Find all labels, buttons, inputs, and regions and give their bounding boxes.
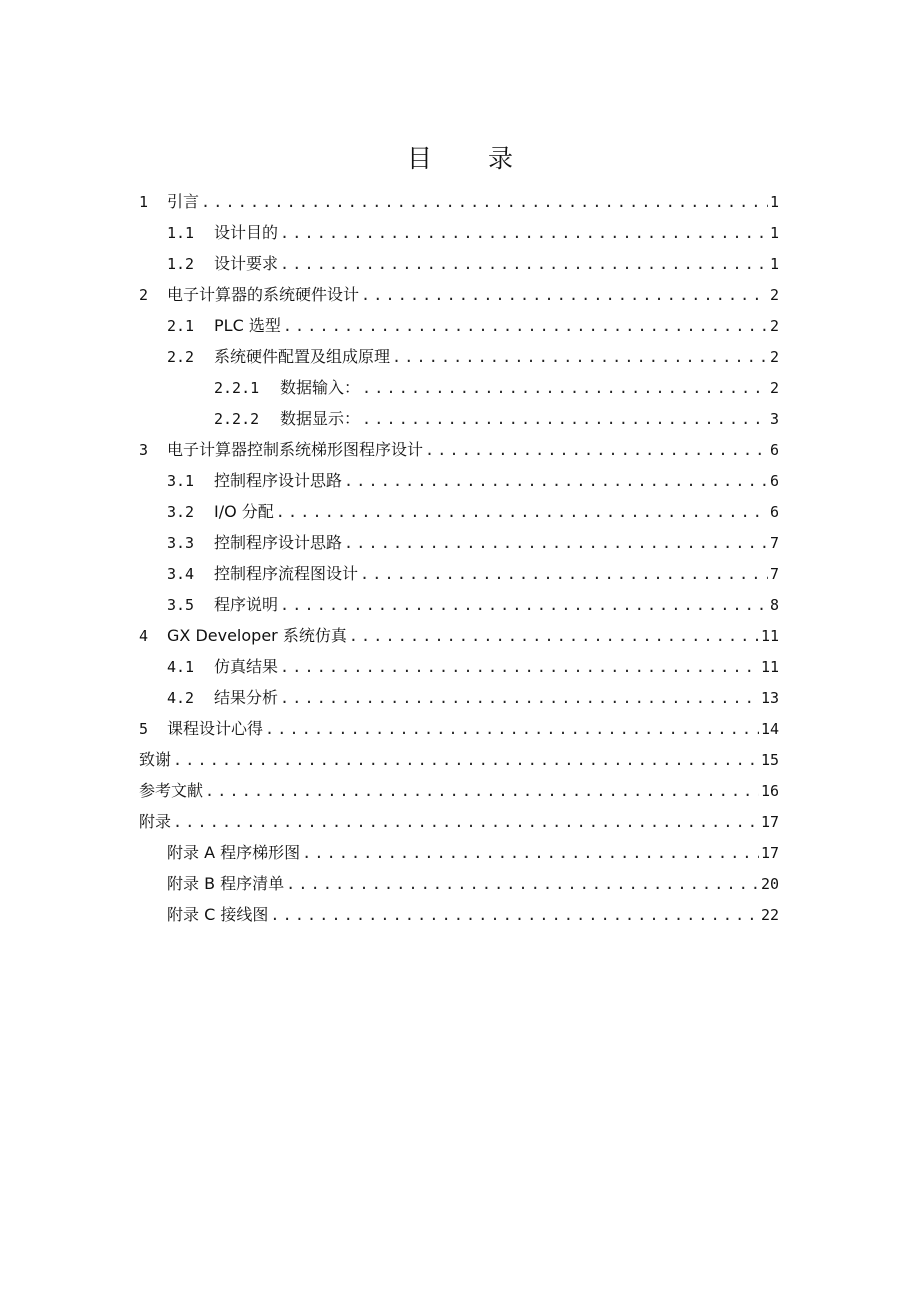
toc-entry[interactable] — [0, 713, 920, 744]
toc-dot-leader — [280, 249, 768, 280]
toc-dot-leader — [362, 373, 768, 404]
toc-entry[interactable] — [0, 651, 920, 682]
toc-entry[interactable] — [0, 868, 920, 899]
toc-entry-label: 附录 A 程序梯形图 — [167, 843, 301, 862]
toc-page-number: 2 — [769, 286, 779, 304]
toc-entry-number: 3 — [139, 441, 149, 459]
toc-entry[interactable] — [0, 434, 920, 465]
toc-page-number: 2 — [769, 317, 779, 335]
toc-entry-number: 1.2 — [167, 255, 195, 273]
toc-entry-label: 程序说明 — [214, 595, 279, 614]
toc-dot-leader — [270, 900, 759, 931]
toc-entry-label: 附录 — [139, 812, 172, 831]
toc-entry-label: PLC 选型 — [214, 316, 281, 335]
toc-entry-label: 电子计算器控制系统梯形图程序设计 — [167, 440, 424, 459]
toc-entry[interactable] — [0, 465, 920, 496]
toc-entry[interactable] — [0, 744, 920, 775]
toc-entry-label: 数据显示： — [280, 409, 361, 428]
toc-page-number: 6 — [769, 472, 779, 490]
toc-dot-leader — [283, 311, 768, 342]
toc-entry[interactable] — [0, 558, 920, 589]
toc-page-number: 20 — [760, 875, 779, 893]
toc-page-number: 16 — [760, 782, 779, 800]
toc-dot-leader — [276, 497, 768, 528]
toc-entry-number: 1 — [139, 193, 149, 211]
toc-page-number: 6 — [769, 503, 779, 521]
toc-dot-leader — [173, 807, 759, 838]
toc-dot-leader — [286, 869, 759, 900]
toc-entry-label: I/O 分配 — [214, 502, 274, 521]
toc-entry[interactable] — [0, 899, 920, 930]
toc-entry[interactable] — [0, 620, 920, 651]
toc-entry-number: 4.1 — [167, 658, 195, 676]
toc-entry-label: 控制程序设计思路 — [214, 533, 343, 552]
toc-page-number: 7 — [769, 534, 779, 552]
toc-entry[interactable] — [0, 837, 920, 868]
toc-entry[interactable] — [0, 527, 920, 558]
toc-entry-number: 3.2 — [167, 503, 195, 521]
toc-entry-label: 设计要求 — [214, 254, 279, 273]
toc-entry[interactable] — [0, 496, 920, 527]
toc-entry-label: 数据输入： — [280, 378, 361, 397]
toc-entry-number: 4 — [139, 627, 149, 645]
toc-entry-number: 2.2.2 — [214, 410, 260, 428]
toc-entry-label: 控制程序设计思路 — [214, 471, 343, 490]
toc-entry-label: GX Developer 系统仿真 — [167, 626, 347, 645]
toc-page-number: 1 — [769, 193, 779, 211]
toc-entry-label: 控制程序流程图设计 — [214, 564, 359, 583]
toc-dot-leader — [265, 714, 759, 745]
toc-page-number: 1 — [769, 224, 779, 242]
toc-dot-leader — [349, 621, 759, 652]
toc-entry[interactable] — [0, 248, 920, 279]
toc-page-number: 2 — [769, 379, 779, 397]
toc-dot-leader — [173, 745, 759, 776]
toc-entry-number: 2.2.1 — [214, 379, 260, 397]
toc-dot-leader — [280, 683, 759, 714]
toc-entry[interactable] — [0, 310, 920, 341]
toc-page-number: 11 — [760, 658, 779, 676]
toc-entry-number: 2 — [139, 286, 149, 304]
toc-entry-label: 附录 B 程序清单 — [167, 874, 285, 893]
toc-entry[interactable] — [0, 217, 920, 248]
toc-entry-label: 致谢 — [139, 750, 172, 769]
toc-entry[interactable] — [0, 403, 920, 434]
toc-entry-label: 结果分析 — [214, 688, 279, 707]
toc-entry-number: 4.2 — [167, 689, 195, 707]
table-of-contents — [0, 186, 920, 930]
toc-page-number: 8 — [769, 596, 779, 614]
toc-dot-leader — [344, 466, 768, 497]
toc-entry-number: 3.5 — [167, 596, 195, 614]
toc-dot-leader — [302, 838, 759, 869]
toc-page-number: 7 — [769, 565, 779, 583]
toc-page-number: 22 — [760, 906, 779, 924]
toc-entry[interactable] — [0, 775, 920, 806]
toc-entry-label: 仿真结果 — [214, 657, 279, 676]
toc-page-number: 1 — [769, 255, 779, 273]
toc-entry-label: 电子计算器的系统硬件设计 — [167, 285, 360, 304]
toc-page-number: 17 — [760, 844, 779, 862]
toc-page-number: 14 — [760, 720, 779, 738]
toc-entry-label: 引言 — [167, 192, 200, 211]
toc-dot-leader — [201, 187, 768, 218]
toc-page-number: 15 — [760, 751, 779, 769]
toc-entry[interactable] — [0, 186, 920, 217]
toc-entry[interactable] — [0, 589, 920, 620]
toc-entry-number: 2.1 — [167, 317, 195, 335]
toc-entry[interactable] — [0, 279, 920, 310]
toc-page-number: 13 — [760, 689, 779, 707]
toc-entry[interactable] — [0, 341, 920, 372]
toc-dot-leader — [361, 280, 768, 311]
toc-entry[interactable] — [0, 806, 920, 837]
toc-entry-number: 5 — [139, 720, 149, 738]
toc-page-number: 2 — [769, 348, 779, 366]
toc-entry-number: 3.3 — [167, 534, 195, 552]
toc-title: 目 录 — [407, 143, 537, 173]
toc-dot-leader — [392, 342, 768, 373]
toc-page-number: 17 — [760, 813, 779, 831]
toc-entry-number: 2.2 — [167, 348, 195, 366]
toc-dot-leader — [362, 404, 768, 435]
toc-page-number: 6 — [769, 441, 779, 459]
toc-dot-leader — [344, 528, 768, 559]
toc-entry-label: 系统硬件配置及组成原理 — [214, 347, 391, 366]
toc-entry-number: 3.1 — [167, 472, 195, 490]
toc-entry[interactable] — [0, 372, 920, 403]
toc-entry-label: 附录 C 接线图 — [167, 905, 269, 924]
toc-dot-leader — [280, 218, 768, 249]
toc-page-number: 3 — [769, 410, 779, 428]
toc-page-number: 11 — [760, 627, 779, 645]
toc-entry-label: 设计目的 — [214, 223, 279, 242]
toc-entry-label: 课程设计心得 — [167, 719, 264, 738]
toc-dot-leader — [425, 435, 768, 466]
toc-entry-number: 3.4 — [167, 565, 195, 583]
toc-dot-leader — [205, 776, 759, 807]
toc-entry-label: 参考文献 — [139, 781, 204, 800]
toc-dot-leader — [360, 559, 768, 590]
toc-entry[interactable] — [0, 682, 920, 713]
toc-dot-leader — [280, 652, 759, 683]
toc-dot-leader — [280, 590, 768, 621]
toc-entry-number: 1.1 — [167, 224, 195, 242]
